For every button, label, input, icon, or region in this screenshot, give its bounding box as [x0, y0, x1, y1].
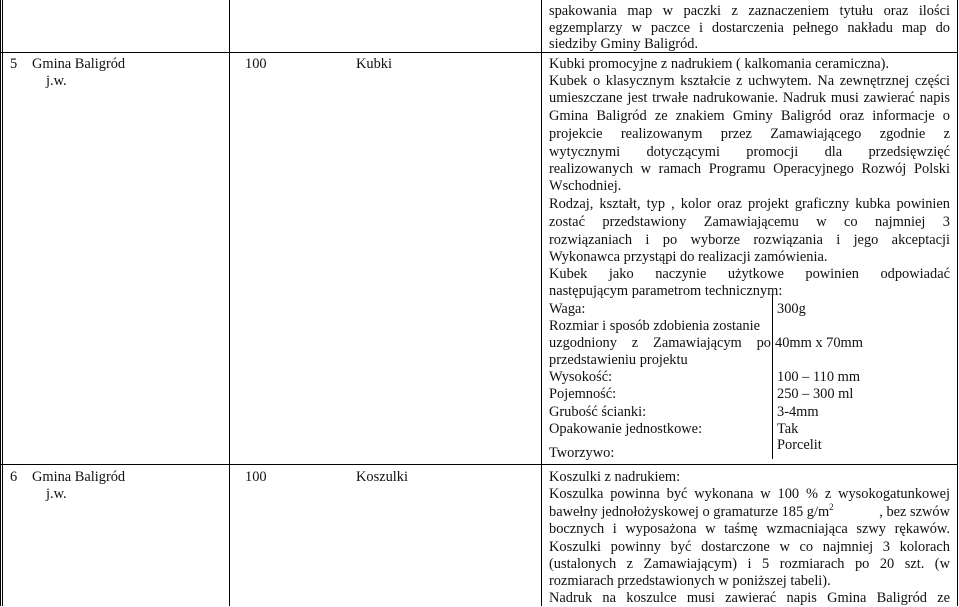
- desc-line: (ustalonych z Zamawiającym) i 5 rozmiarach po 20 szt. (w: [549, 556, 950, 572]
- desc-line: realizowanych w ramach Programu Operacyjnego Rozwój Polski: [549, 161, 950, 177]
- desc-line: Rodzaj, kształt, typ , kolor oraz projekt graficzny kubka powinien: [549, 196, 950, 212]
- param-value: 3-4mm: [777, 404, 819, 420]
- row-location-note: j.w.: [46, 486, 67, 502]
- desc-line: Kubki promocyjne z nadrukiem ( kalkomania ceramiczna).: [549, 56, 890, 72]
- row-number: 6: [10, 469, 18, 485]
- column-divider-desc: [541, 0, 542, 606]
- column-divider-qty: [229, 0, 230, 606]
- desc-line: wytycznymi dotyczącymi promocji dla przedsięwzięć: [549, 144, 950, 160]
- desc-line: projekcie realizowanym przez Zamawiającego zgodnie z: [549, 126, 950, 142]
- param-label: Wysokość:: [549, 369, 613, 385]
- desc-line: rozmiarach przedstawionych w poniższej tabeli).: [549, 573, 831, 589]
- param-label: Pojemność:: [549, 386, 617, 402]
- row-quantity: 100: [245, 469, 267, 485]
- param-table-divider: [772, 295, 773, 459]
- param-label: uzgodniony z Zamawiającym po: [549, 335, 771, 351]
- param-label: Opakowanie jednostkowe:: [549, 421, 703, 437]
- param-label: Grubość ścianki:: [549, 404, 647, 420]
- param-label: Rozmiar i sposób zdobienia zostanie: [549, 318, 761, 334]
- param-value: 100 – 110 mm: [777, 369, 861, 385]
- desc-line: Gmina Baligród ze znakiem Gminy Baligród oraz informacje o: [549, 108, 950, 124]
- row-location: Gmina Baligród: [32, 56, 126, 72]
- desc-line: Kubek jako naczynie użytkowe powinien odpowiadać: [549, 266, 950, 282]
- desc-line: Wykonawca przystąpi do realizacji zamówienia.: [549, 249, 828, 265]
- param-value: 250 – 300 ml: [777, 386, 854, 402]
- param-label: Waga:: [549, 301, 586, 317]
- desc-line: Nadruk na koszulce musi zawierać napis Gmina Baligród ze: [549, 590, 950, 606]
- superscript: 2: [829, 502, 834, 513]
- desc-line: zostać przedstawiony Zamawiającemu w co najmniej 3: [549, 214, 950, 230]
- row-quantity: 100: [245, 56, 267, 72]
- table-left-border: [0, 0, 1, 606]
- row-divider-6: [0, 464, 958, 465]
- row-item-name: Kubki: [356, 56, 392, 72]
- desc-line: siedziby Gminy Baligród.: [549, 36, 699, 52]
- desc-line: następującym parametrom technicznym:: [549, 283, 783, 299]
- desc-line: Koszulki z nadrukiem:: [549, 469, 681, 485]
- table-right-border: [957, 0, 958, 606]
- row-number: 5: [10, 56, 18, 72]
- desc-line: Koszulki powinny być dostarczone w co najmniej 3 kolorach: [549, 539, 950, 555]
- param-label: Tworzywo:: [549, 445, 615, 461]
- desc-line: Koszulka powinna być wykonana w 100 % z wysokogatunkowej: [549, 486, 950, 502]
- param-value: 300g: [777, 301, 806, 317]
- row-location: Gmina Baligród: [32, 469, 126, 485]
- desc-line-with-superscript: [549, 504, 950, 521]
- desc-line: Kubek o klasycznym kształcie z uchwytem. Na zewnętrznej części: [549, 73, 950, 89]
- desc-line: spakowania map w paczki z zaznaczeniem tytułu oraz ilości: [549, 3, 950, 19]
- param-value: 40mm x 70mm: [775, 335, 863, 351]
- desc-line: Wschodniej.: [549, 178, 622, 194]
- row-location-note: j.w.: [46, 73, 67, 89]
- column-divider-location: [2, 0, 3, 606]
- row-item-name: Koszulki: [356, 469, 408, 485]
- desc-line: umieszczane jest trwałe nadrukowanie. Nadruk musi zawierać napis: [549, 90, 950, 106]
- desc-line-end: , bez szwów: [879, 504, 950, 520]
- param-value: Porcelit: [777, 437, 822, 453]
- desc-line: bocznych i wyposażona w taśmę wzmacniająca szwy rękawów.: [549, 521, 950, 537]
- desc-line: egzemplarzy w paczce i dostarczenia pełnego nakładu map do: [549, 20, 950, 36]
- desc-line-start: bawełny jednołożyskowej o gramaturze 185 g/m: [549, 504, 830, 520]
- param-value: Tak: [777, 421, 799, 437]
- desc-line: rozwiązaniach i po wyborze rozwiązania i jego akceptacji: [549, 232, 950, 248]
- param-label: przedstawieniu projektu: [549, 352, 688, 368]
